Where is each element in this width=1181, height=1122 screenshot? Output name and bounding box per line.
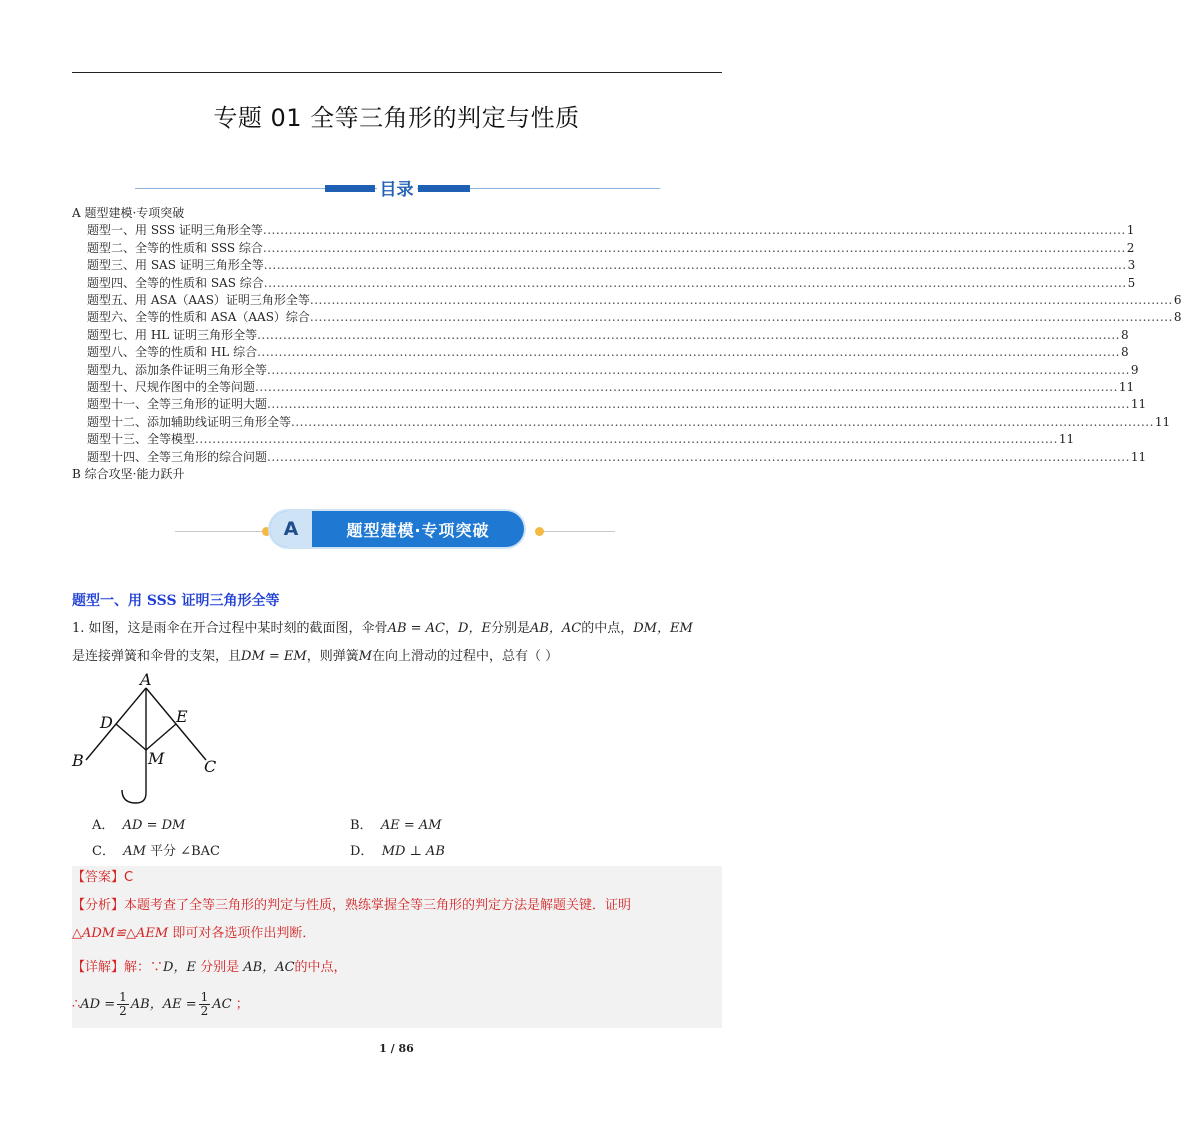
- label-a: A: [140, 670, 152, 689]
- toc-leader-dots: ........................................................................................................................................................................................................: [257, 345, 1120, 360]
- label-m: M: [148, 749, 165, 768]
- toc-item-page: 11: [1154, 414, 1171, 429]
- toc-leader-dots: ........................................................................................................................................................................................................: [262, 223, 1126, 238]
- detail-line: 【详解】解：∵D，E 分别是 AB，AC的中点，: [72, 960, 347, 975]
- toc-heading: 目录: [0, 175, 793, 200]
- toc-item-label: 题型五、用 ASA（AAS）证明三角形全等: [87, 293, 310, 308]
- toc-leader-dots: ........................................................................................................................................................................................................: [262, 240, 1126, 255]
- page-number: 1 / 86: [379, 1042, 414, 1055]
- toc-leader-dots: ........................................................................................................................................................................................................: [257, 327, 1120, 342]
- toc-item-label: 题型七、用 HL 证明三角形全等: [87, 327, 258, 342]
- banner-line-right: [540, 531, 615, 532]
- toc-item[interactable]: [72, 327, 1129, 344]
- toc-item-page: 11: [1058, 432, 1075, 447]
- toc-item[interactable]: [72, 240, 1135, 257]
- toc-item-page: 11: [1130, 397, 1147, 412]
- section-title: 题型一、用 SSS 证明三角形全等: [72, 593, 280, 609]
- header-rule: [72, 72, 722, 73]
- umbrella-handle: [122, 790, 146, 803]
- toc-leader-dots: ........................................................................................................................................................................................................: [309, 293, 1173, 308]
- label-c: C: [204, 757, 217, 776]
- section-banner: [270, 511, 524, 547]
- toc-item[interactable]: [72, 449, 1147, 466]
- toc-item-label: 题型二、全等的性质和 SSS 综合: [87, 240, 263, 255]
- toc-item-page: 2: [1126, 240, 1135, 255]
- label-e: E: [176, 707, 188, 726]
- toc-item[interactable]: [72, 414, 1171, 431]
- toc-item[interactable]: [72, 257, 1136, 274]
- toc-leader-dots: ........................................................................................................................................................................................................: [267, 397, 1130, 412]
- umbrella-figure: [70, 670, 220, 810]
- toc-leader-dots: ........................................................................................................................................................................................................: [195, 432, 1058, 447]
- toc-item-page: 8: [1120, 327, 1129, 342]
- banner-text: 题型建模·专项突破: [346, 520, 490, 540]
- toc-item-page: 8: [1120, 345, 1129, 360]
- toc-item-page: 8: [1173, 310, 1181, 325]
- toc-item-page: 11: [1118, 380, 1135, 395]
- toc-item-label: 题型十、尺规作图中的全等问题: [87, 380, 256, 395]
- toc-item[interactable]: [72, 309, 1181, 326]
- toc-item-label: 题型六、全等的性质和 ASA（AAS）综合: [87, 310, 310, 325]
- toc-item[interactable]: [72, 379, 1135, 396]
- toc-item-label: 题型十三、全等模型: [87, 432, 196, 447]
- table-of-contents: [72, 205, 1181, 484]
- strut-em: [146, 724, 176, 750]
- toc-leader-dots: ........................................................................................................................................................................................................: [309, 310, 1173, 325]
- banner-letter: A: [270, 511, 312, 547]
- toc-item-label: 题型十二、添加辅助线证明三角形全等: [87, 414, 292, 429]
- answer-line: 【答案】C: [72, 870, 134, 885]
- toc-item-label: 题型十四、全等三角形的综合问题: [87, 449, 268, 464]
- toc-section-a[interactable]: A 题型建模·专项突破: [72, 206, 185, 220]
- analysis-line-2: △ADM≌△AEM 即可对各选项作出判断．: [72, 926, 316, 941]
- toc-item-label: 题型十一、全等三角形的证明大题: [87, 397, 268, 412]
- toc-item-page: 6: [1173, 293, 1181, 308]
- toc-section-b[interactable]: B 综合攻坚·能力跃升: [72, 467, 185, 482]
- banner-line-left: [175, 531, 270, 532]
- question-stem: 1. 如图，这是雨伞在开合过程中某时刻的截面图，伞骨AB = AC，D，E分别是AB，AC的中点，DM，EM 是连接弹簧和伞骨的支架，且DM = EM，则弹簧M在向上滑动的过程中，总有（ ）: [72, 621, 693, 664]
- question-number: 1.: [72, 621, 85, 636]
- toc-item-label: 题型一、用 SSS 证明三角形全等: [87, 223, 263, 238]
- toc-item[interactable]: [72, 222, 1135, 239]
- answer-section: [72, 864, 722, 1020]
- analysis-line: 【分析】本题考查了全等三角形的判定与性质，熟练掌握全等三角形的判定方法是解题关键．证明: [72, 898, 632, 913]
- toc-item-page: 5: [1127, 275, 1136, 290]
- label-d: D: [100, 713, 113, 732]
- toc-item-label: 题型三、用 SAS 证明三角形全等: [87, 258, 264, 273]
- toc-item-page: 11: [1130, 449, 1147, 464]
- toc-item[interactable]: [72, 292, 1181, 309]
- toc-leader-dots: ........................................................................................................................................................................................................: [255, 380, 1118, 395]
- toc-leader-dots: ........................................................................................................................................................................................................: [263, 275, 1127, 290]
- toc-item-page: 1: [1126, 223, 1135, 238]
- toc-leader-dots: ........................................................................................................................................................................................................: [267, 362, 1130, 377]
- option-c[interactable]: C． AM 平分 ∠BAC: [92, 844, 220, 859]
- toc-item-label: 题型九、添加条件证明三角形全等: [87, 362, 268, 377]
- toc-item-label: 题型八、全等的性质和 HL 综合: [87, 345, 258, 360]
- option-a[interactable]: A． AD = DM: [92, 818, 186, 833]
- detail-equation: ∴AD = $\frac{1}{2}$ AB，AE = $\frac{1}{2}$ AC ；: [72, 990, 249, 1018]
- document-title: 专题 01 全等三角形的判定与性质: [213, 104, 580, 132]
- toc-leader-dots: ........................................................................................................................................................................................................: [263, 258, 1127, 273]
- toc-item[interactable]: [72, 431, 1075, 448]
- option-b[interactable]: B． AE = AM: [350, 818, 442, 833]
- label-b: B: [72, 751, 84, 770]
- toc-item-page: 9: [1130, 362, 1139, 377]
- toc-leader-dots: ........................................................................................................................................................................................................: [267, 449, 1130, 464]
- toc-item[interactable]: [72, 362, 1139, 379]
- toc-item[interactable]: [72, 344, 1129, 361]
- toc-item-label: 题型四、全等的性质和 SAS 综合: [87, 275, 264, 290]
- strut-dm: [116, 724, 146, 750]
- toc-item-page: 3: [1127, 258, 1136, 273]
- toc-leader-dots: ........................................................................................................................................................................................................: [291, 414, 1154, 429]
- banner-dot-right: [535, 527, 544, 536]
- toc-item[interactable]: [72, 396, 1147, 413]
- option-d[interactable]: D． MD ⊥ AB: [350, 844, 445, 859]
- toc-item[interactable]: [72, 275, 1136, 292]
